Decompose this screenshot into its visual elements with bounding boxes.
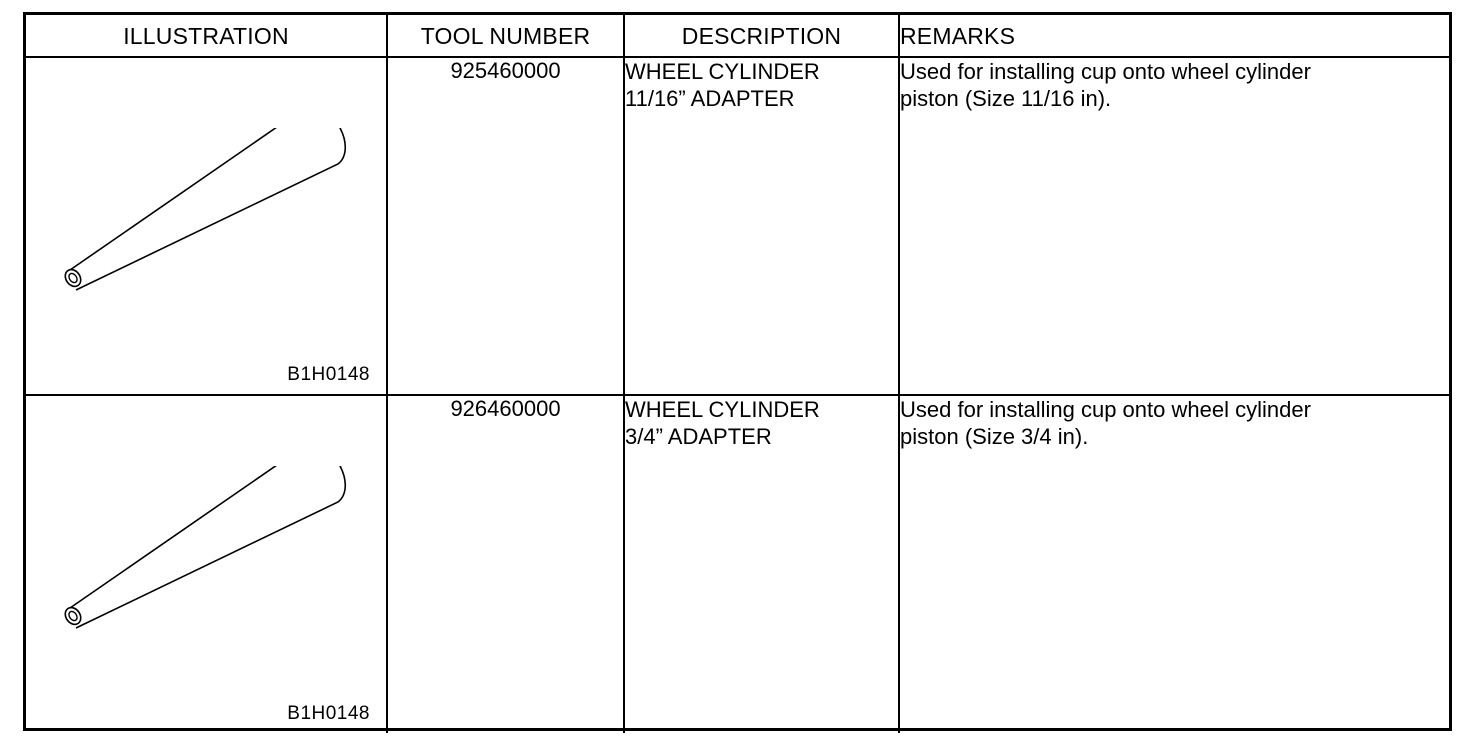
header-tool-number: TOOL NUMBER <box>387 15 624 57</box>
remarks-line: Used for installing cup onto wheel cylinder <box>900 397 1311 422</box>
table-header-row <box>26 15 1449 57</box>
description-cell <box>624 57 899 395</box>
table-row <box>26 395 1449 733</box>
tool-number-cell: 926460000 <box>387 395 624 733</box>
remarks-line: piston (Size 3/4 in). <box>900 424 1089 449</box>
description-line: WHEEL CYLINDER <box>625 59 820 84</box>
illustration-cell <box>26 395 387 733</box>
remarks-line: Used for installing cup onto wheel cylinder <box>900 59 1311 84</box>
remarks-cell <box>899 395 1449 733</box>
special-tools-table <box>26 15 1449 733</box>
description-line: 3/4” ADAPTER <box>625 424 772 449</box>
header-illustration: ILLUSTRATION <box>26 15 387 57</box>
description-cell <box>624 395 899 733</box>
tool-number-cell: 925460000 <box>387 57 624 395</box>
header-remarks: REMARKS <box>899 15 1449 57</box>
figure-code: B1H0148 <box>287 703 370 724</box>
tapered-adapter-icon <box>56 128 356 328</box>
remarks-cell <box>899 57 1449 395</box>
description-line: 11/16” ADAPTER <box>625 86 795 111</box>
description-line: WHEEL CYLINDER <box>625 397 820 422</box>
illustration-cell <box>26 57 387 395</box>
figure-code: B1H0148 <box>287 364 370 385</box>
remarks-line: piston (Size 11/16 in). <box>900 86 1112 111</box>
table-row <box>26 57 1449 395</box>
tapered-adapter-icon <box>56 466 356 666</box>
header-description: DESCRIPTION <box>624 15 899 57</box>
special-tools-sheet <box>23 12 1452 731</box>
